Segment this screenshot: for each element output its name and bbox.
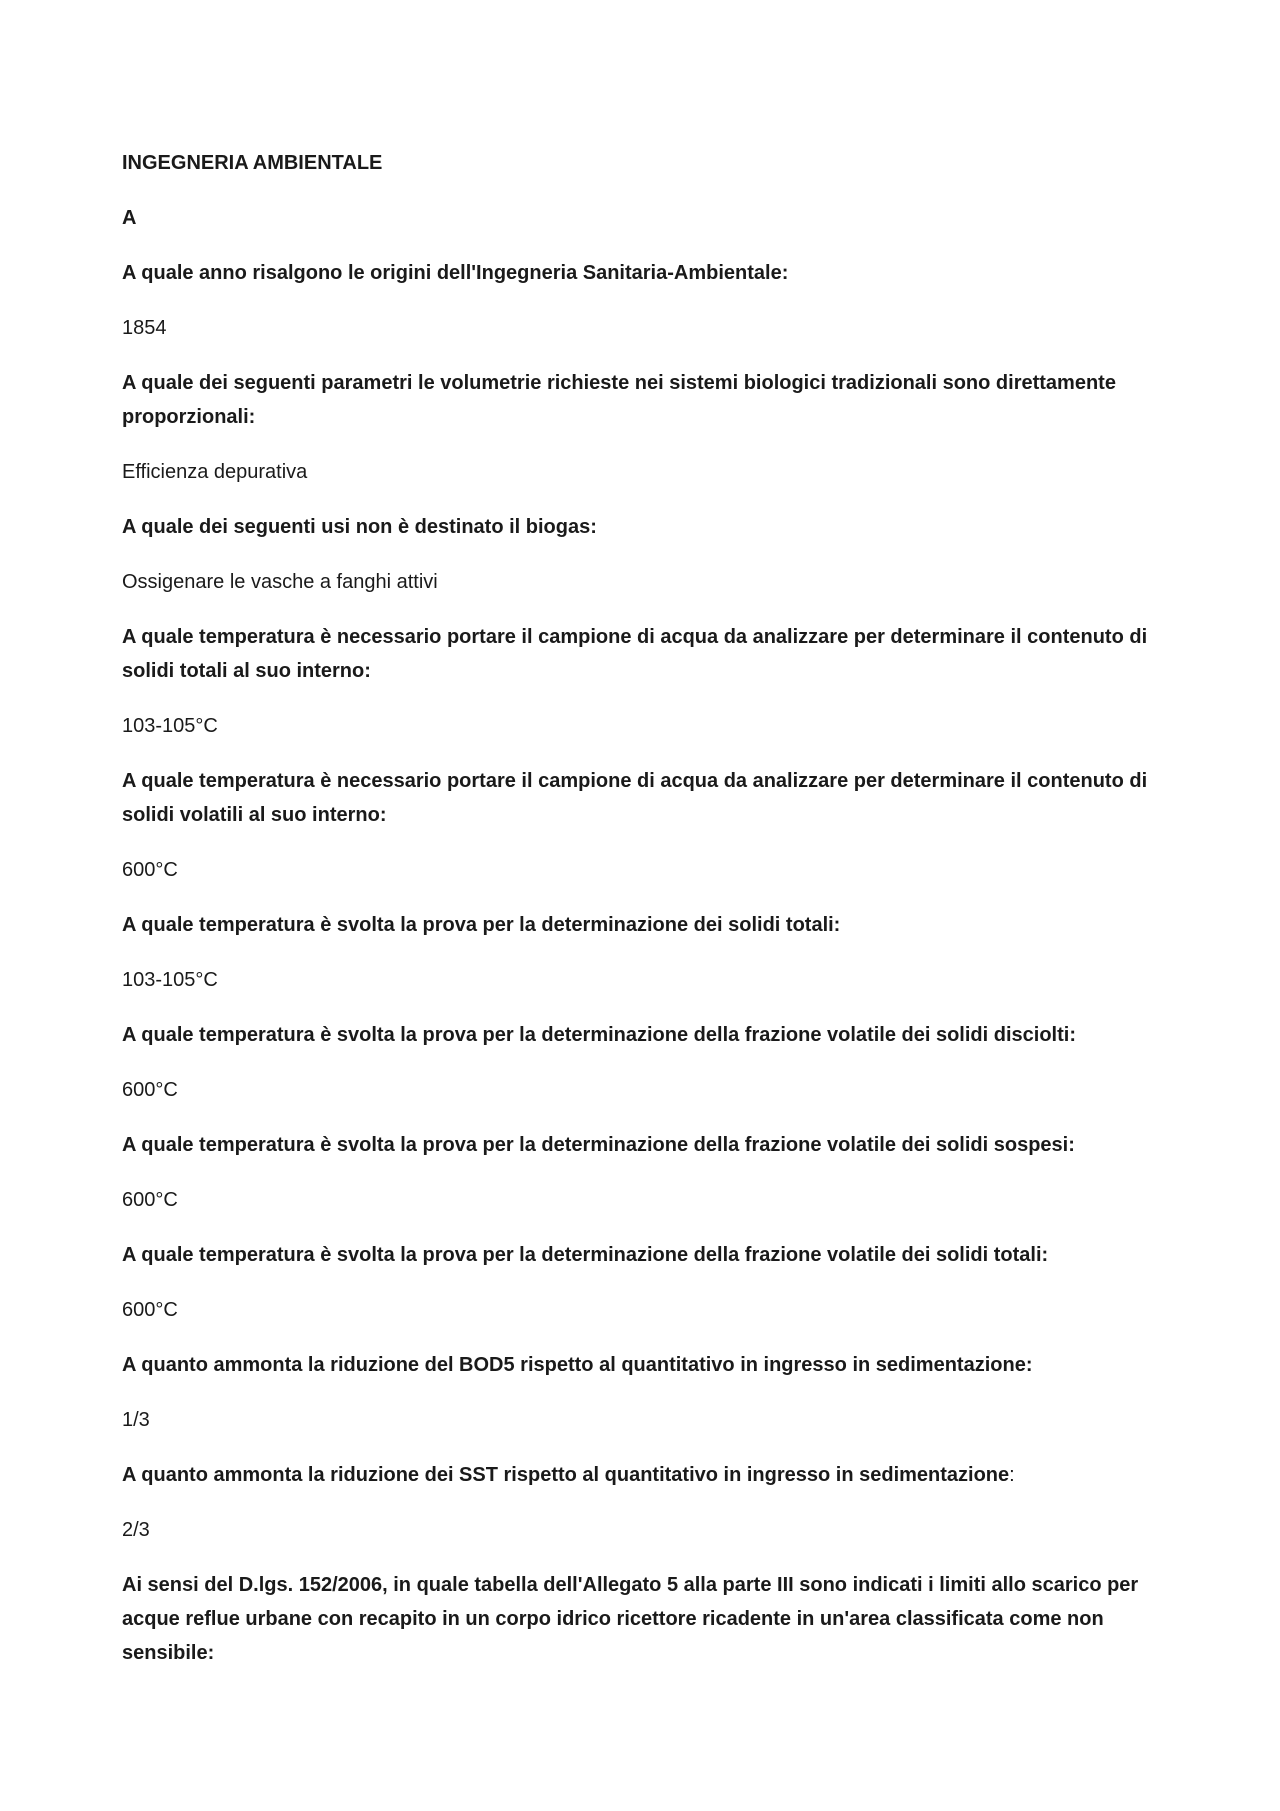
answer-text: 103-105°C (122, 969, 218, 991)
document-title: INGEGNERIA AMBIENTALE (122, 152, 383, 174)
answer-text: Ossigenare le vasche a fanghi attivi (122, 571, 438, 593)
question-text: Ai sensi del D.lgs. 152/2006, in quale tabella dell'Allegato 5 alla parte III sono indicati i limiti allo scarico per acque reflue urbane con recapito in un corpo idrico ricettore ricadente in un'area classificata come non sensibile: (122, 1574, 1139, 1664)
document-page (122, 146, 1182, 1691)
question-text (122, 1458, 1182, 1492)
question-text: A quale anno risalgono le origini dell'Ingegneria Sanitaria-Ambientale: (122, 262, 789, 284)
question-text: A quale temperatura è necessario portare il campione di acqua da analizzare per determinare il contenuto di solidi totali al suo interno: (122, 626, 1148, 682)
answer-text: 600°C (122, 859, 178, 881)
question-text: A quale temperatura è svolta la prova per la determinazione dei solidi totali: (122, 914, 841, 936)
qa-item (122, 1348, 1182, 1437)
question-text: A quale temperatura è svolta la prova per la determinazione della frazione volatile dei solidi disciolti: (122, 1024, 1076, 1046)
question-colon: : (1009, 1464, 1015, 1486)
answer-text: 600°C (122, 1299, 178, 1321)
answer-text: 600°C (122, 1189, 178, 1211)
qa-item (122, 1238, 1182, 1327)
qa-item (122, 366, 1182, 489)
question-text: A quale temperatura è svolta la prova per la determinazione della frazione volatile dei solidi sospesi: (122, 1134, 1075, 1156)
answer-text: Efficienza depurativa (122, 461, 308, 483)
answer-text: 1854 (122, 317, 167, 339)
qa-item (122, 908, 1182, 997)
answer-text: 1/3 (122, 1409, 150, 1431)
qa-item (122, 1458, 1182, 1547)
answer-text: 600°C (122, 1079, 178, 1101)
question-main: A quanto ammonta la riduzione dei SST rispetto al quantitativo in ingresso in sedimentazione (122, 1464, 1010, 1486)
question-text: A quanto ammonta la riduzione del BOD5 rispetto al quantitativo in ingresso in sedimentazione: (122, 1354, 1033, 1376)
qa-item (122, 256, 1182, 345)
question-text: A quale dei seguenti usi non è destinato il biogas: (122, 516, 597, 538)
answer-text: 2/3 (122, 1519, 150, 1541)
qa-item (122, 1128, 1182, 1217)
answer-text: 103-105°C (122, 715, 218, 737)
qa-item (122, 1018, 1182, 1107)
question-text: A quale temperatura è necessario portare il campione di acqua da analizzare per determinare il contenuto di solidi volatili al suo interno: (122, 770, 1148, 826)
qa-item (122, 764, 1182, 887)
question-text: A quale temperatura è svolta la prova per la determinazione della frazione volatile dei solidi totali: (122, 1244, 1049, 1266)
qa-item (122, 1568, 1182, 1670)
qa-item (122, 620, 1182, 743)
qa-item (122, 510, 1182, 599)
question-text: A quale dei seguenti parametri le volumetrie richieste nei sistemi biologici tradizionali sono direttamente proporzionali: (122, 372, 1116, 428)
section-letter: A (122, 207, 137, 229)
